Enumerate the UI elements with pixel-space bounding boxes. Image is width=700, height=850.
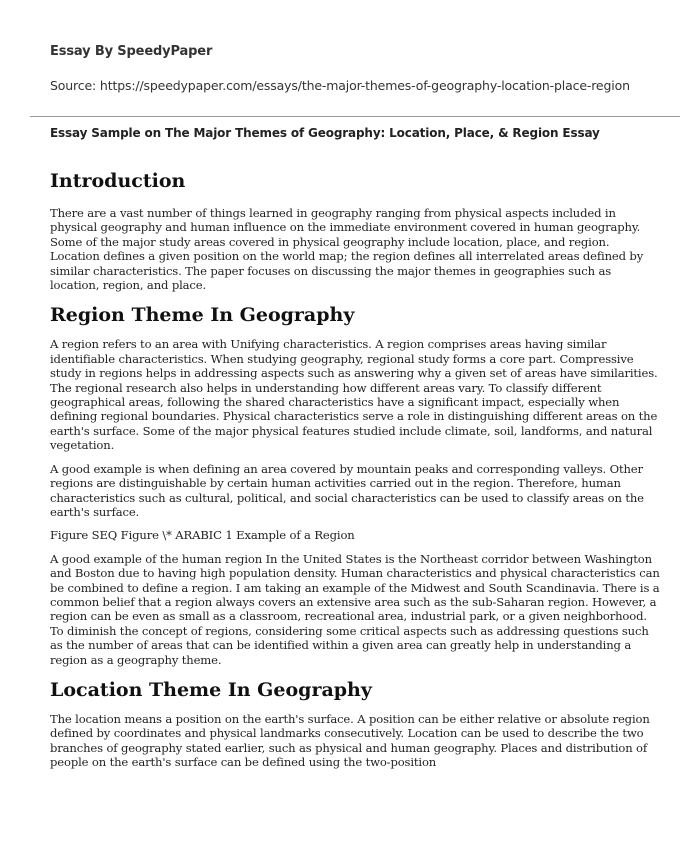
paragraph: The location means a position on the earth's surface. A position can be either relative or absolute region defined by coordinates and physical landmarks consecutively. Location can be used to describe the two branches of geography stated earlier, such as physical and human geography. Places and distribution of people on the earth's surface can be defined using the two-position (50, 711, 650, 770)
header-divider (30, 116, 680, 117)
paragraph: A region refers to an area with Unifying characteristics. A region comprises areas having similar identifiable characteristics. When studying geography, regional study forms a core part. Compressive study in regions helps in addressing aspects such as answering why a given set of areas have similarities. The regional research also helps in understanding how different areas vary. To classify different geographical areas, following the shared characteristics have a significant impact, especially when defining regional boundaries. Physical characteristics serve a role in distinguishing different areas on the earth's surface. Some of the major physical features studied include climate, soil, landforms, and natural vegetation. (50, 337, 658, 453)
paragraph: A good example is when defining an area covered by mountain peaks and corresponding valleys. Other regions are distinguishable by certain human activities carried out in the region. Therefore, human characteristics such as cultural, political, and social characteristics can be used to classify areas on the earth's surface. (50, 461, 644, 519)
document-header (50, 0, 660, 141)
section-heading-region: Region Theme In Geography (50, 304, 355, 327)
paragraph: There are a vast number of things learned in geography ranging from physical aspects included in physical geography and human influence on the immediate environment covered in human geography. Some of the major study areas covered in physical geography include location, place, and region. Location defines a given position on the world map; the region defines all interrelated areas defined by similar characteristics. The paper focuses on discussing the major themes in geographies such as location, region, and place. (50, 206, 644, 293)
figure-caption: Figure SEQ Figure \* ARABIC 1 Example of a Region (50, 528, 355, 543)
section-heading-location: Location Theme In Geography (50, 678, 372, 701)
paragraph: A good example of the human region In the United States is the Northeast corridor between Washington and Boston due to having high population density. Human characteristics and physical characteristics can be combined to define a region. I am taking an example of the Midwest and South Scandinavia. There is a common belief that a region always covers an extensive area such as the sub-Saharan region. However, a region can be even as small as a classroom, recreational area, industrial park, or a given neighborhood. To diminish the concept of regions, considering some critical aspects such as addressing questions such as the number of areas that can be identified within a given area can greatly help in understanding a region as a geography theme. (50, 551, 660, 667)
section-heading-introduction: Introduction (50, 170, 186, 192)
source-line: Source: https://speedypaper.com/essays/the-major-themes-of-geography-location-place-region (50, 78, 630, 93)
brand-label: Essay By SpeedyPaper (50, 44, 213, 59)
essay-page (50, 0, 660, 770)
essay-title: Essay Sample on The Major Themes of Geography: Location, Place, & Region Essay (50, 126, 600, 140)
